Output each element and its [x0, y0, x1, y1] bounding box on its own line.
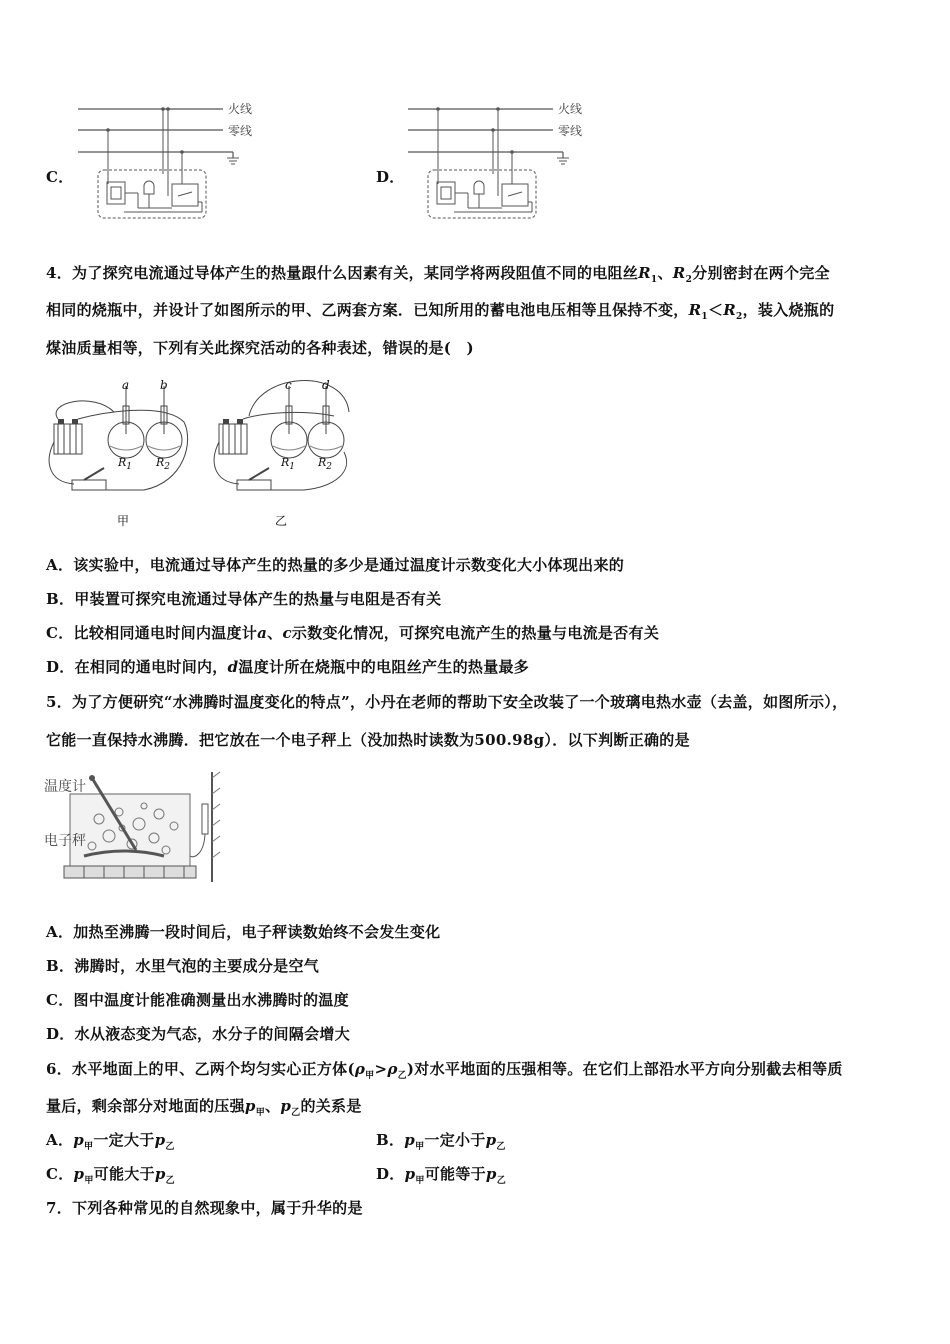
resistor-label-r2-jia: $R_2$ — [156, 456, 171, 473]
thermometer-label-b: b — [160, 378, 168, 392]
q4-stem-line-1 — [46, 262, 830, 285]
thermometer-label-d: d — [322, 378, 330, 392]
q6-option-a[interactable]: A．$p_甲$一定大于$p_乙$ — [46, 1131, 175, 1152]
q4-option-b[interactable]: B．甲装置可探究电流通过导体产生的热量与电阻是否有关 — [46, 590, 442, 608]
caption-jia: 甲 — [117, 514, 130, 528]
q3-circuit-diagram-c — [78, 96, 268, 224]
q6-option-b[interactable]: B．$p_甲$一定小于$p_乙$ — [376, 1131, 506, 1152]
q5-stem-line-1: 5．为了方便研究“水沸腾时温度变化的特点”，小丹在老师的帮助下安全改装了一个玻璃电热水壶（去盖，如图所示）， — [46, 693, 848, 711]
caption-yi: 乙 — [275, 514, 288, 528]
q4-r2-subscript-2: 2 — [736, 312, 743, 322]
label-electronic-scale: 电子秤 — [44, 833, 86, 849]
q4-experiment-figure — [44, 372, 364, 532]
label-thermometer: 温度计 — [44, 779, 86, 795]
q4-r2-symbol-2: R — [723, 301, 737, 319]
q5-kettle-figure — [44, 764, 224, 884]
q4-stem-line-2 — [46, 299, 834, 322]
q6-option-d[interactable]: D．$p_甲$可能等于$p_乙$ — [376, 1165, 507, 1186]
q6-option-c[interactable]: C．$p_甲$可能大于$p_乙$ — [46, 1165, 175, 1186]
q5-stem-line-2: 它能一直保持水沸腾．把它放在一个电子秤上（没加热时读数为500.98g）．以下判断正确的是 — [46, 731, 690, 749]
thermometer-label-a: a — [122, 378, 130, 392]
q4-r1-subscript: 1 — [650, 275, 658, 285]
q5-option-b[interactable]: B．沸腾时，水里气泡的主要成分是空气 — [46, 957, 320, 975]
apparatus-jia — [49, 386, 187, 490]
q4-r2-subscript: 2 — [685, 275, 693, 285]
q3-option-c-label: C． — [46, 168, 74, 186]
q6-stem-line-1: 6．水平地面上的甲、乙两个均匀实心正方体$(\rho_甲>\rho_乙)$对水平地面的压强相等。在它们上部沿水平方向分别截去相等质 — [46, 1060, 843, 1081]
q4-stem-line-3: 煤油质量相等，下列有关此探究活动的各种表述，错误的是( ) — [46, 339, 474, 357]
q4-stem-text-1a: 4．为了探究电流通过导体产生的热量跟什么因素有关，某同学将两段阻值不同的电阻丝 — [46, 264, 639, 282]
resistor-label-r1-jia: $R_1$ — [118, 456, 133, 473]
q4-option-d[interactable]: D．在相同的通电时间内，d温度计所在烧瓶中的电阻丝产生的热量最多 — [46, 658, 530, 676]
q4-r1-subscript-2: 1 — [701, 312, 708, 322]
neutral-wire-label-c: 零线 — [228, 124, 253, 138]
q4-option-a[interactable]: A．该实验中，电流通过导体产生的热量的多少是通过温度计示数变化大小体现出来的 — [46, 556, 625, 574]
q4-stem-sep: 、 — [657, 264, 673, 282]
q4-option-c[interactable]: C．比较相同通电时间内温度计a、c示数变化情况，可探究电流产生的热量与电流是否有关 — [46, 624, 660, 642]
resistor-label-r1-yi: $R_1$ — [281, 456, 296, 473]
q4-less-than: ＜ — [707, 301, 724, 319]
neutral-wire-label-d: 零线 — [558, 124, 583, 138]
q4-stem-text-2a: 相同的烧瓶中，并设计了如图所示的甲、乙两套方案．已知所用的蓄电池电压相等且保持不变， — [46, 301, 689, 319]
q4-r2-symbol: R — [672, 264, 686, 282]
q5-option-a[interactable]: A．加热至沸腾一段时间后，电子秤读数始终不会发生变化 — [46, 923, 441, 941]
q6-stem-line-2: 量后，剩余部分对地面的压强$p_甲$、$p_乙$的关系是 — [46, 1097, 362, 1118]
apparatus-yi — [214, 381, 349, 490]
q7-stem-line-1: 7．下列各种常见的自然现象中，属于升华的是 — [46, 1199, 363, 1217]
thermometer-label-c: c — [285, 378, 292, 392]
q4-stem-text-1b: 分别密封在两个完全 — [692, 264, 830, 282]
q4-figure-svg — [44, 372, 364, 532]
q4-r1-symbol: R — [638, 264, 651, 282]
resistor-label-r2-yi: $R_2$ — [318, 456, 333, 473]
live-wire-label-d: 火线 — [558, 102, 583, 116]
q5-option-c[interactable]: C．图中温度计能准确测量出水沸腾时的温度 — [46, 991, 349, 1009]
q3-option-d-label: D． — [376, 168, 405, 186]
q3-circuit-diagram-d — [408, 96, 598, 224]
q4-r1-symbol-2: R — [688, 301, 702, 319]
q5-option-d[interactable]: D．水从液态变为气态，水分子的间隔会增大 — [46, 1025, 351, 1043]
q4-stem-text-2b: ，装入烧瓶的 — [742, 301, 835, 319]
live-wire-label-c: 火线 — [228, 102, 253, 116]
